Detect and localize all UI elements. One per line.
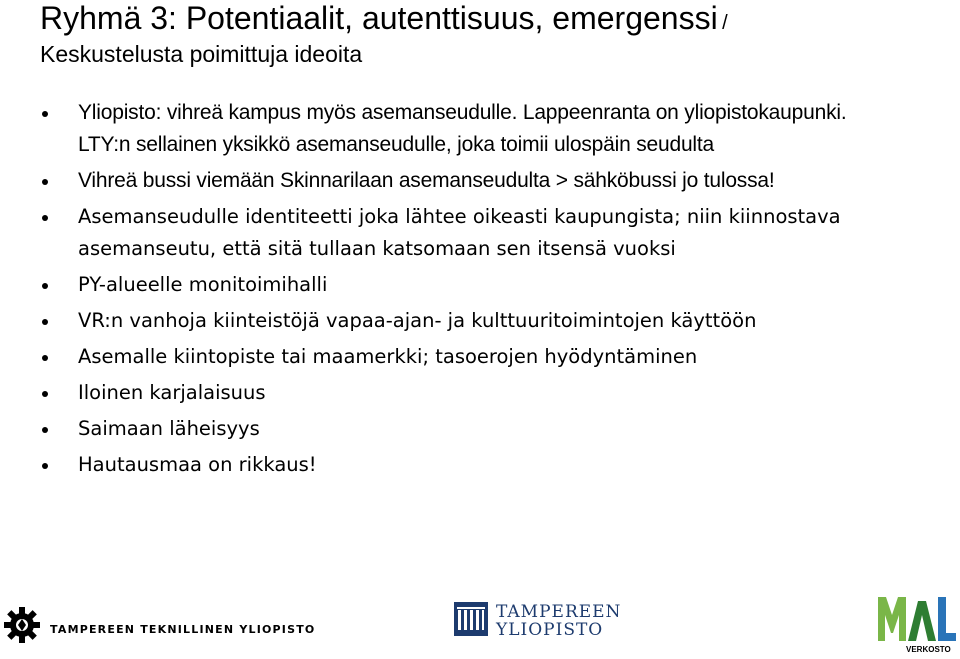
uta-logo-line2: YLIOPISTO xyxy=(496,620,604,640)
mal-logo-icon xyxy=(876,595,956,647)
footer-logos xyxy=(0,595,960,659)
bullet-icon xyxy=(42,463,48,469)
bullet-icon xyxy=(42,427,48,433)
bullet-icon xyxy=(42,215,48,221)
bullet-icon xyxy=(42,111,48,117)
bullet-icon xyxy=(42,179,48,185)
bullet-icon xyxy=(42,355,48,361)
list-item-text: PY-alueelle monitoimihalli xyxy=(78,273,328,296)
list-item xyxy=(40,341,900,373)
list-item xyxy=(40,97,900,161)
gear-icon xyxy=(2,605,42,645)
list-item xyxy=(40,413,900,445)
tty-logo-text: TAMPEREEN TEKNILLINEN YLIOPISTO xyxy=(50,623,316,636)
title-main: Ryhmä 3: Potentiaalit, autenttisuus, emergenssi xyxy=(40,0,718,36)
bullet-icon xyxy=(42,391,48,397)
list-item xyxy=(40,165,900,197)
uta-logo-line1: TAMPEREEN xyxy=(496,602,622,622)
slide-title xyxy=(40,0,940,67)
bullet-icon xyxy=(42,319,48,325)
list-item-text: Iloinen karjalaisuus xyxy=(78,381,266,404)
list-item-text: Saimaan läheisyys xyxy=(78,417,260,440)
bullet-icon xyxy=(42,283,48,289)
list-item-text: Vihreä bussi viemään Skinnarilaan asemanseudulta > sähköbussi jo tulossa! xyxy=(78,169,775,192)
list-item-text: Yliopisto: vihreä kampus myös asemanseudulle. Lappeenranta on yliopistokaupunki. LTY:n sellainen yksikkö asemanseudulle, joka toimii ulospäin seudulta xyxy=(78,101,847,156)
bullet-list xyxy=(40,97,900,485)
list-item-text: Hautausmaa on rikkaus! xyxy=(78,453,317,476)
mal-logo xyxy=(876,595,956,652)
list-item xyxy=(40,377,900,409)
list-item xyxy=(40,449,900,481)
title-subtitle: Keskustelusta poimittuja ideoita xyxy=(40,40,363,67)
list-item xyxy=(40,201,900,265)
list-item-text: VR:n vanhoja kiinteistöjä vapaa-ajan- ja kulttuuritoimintojen käyttöön xyxy=(78,309,757,332)
list-item xyxy=(40,269,900,301)
list-item-text: Asemalle kiintopiste tai maamerkki; tasoerojen hyödyntäminen xyxy=(78,345,698,368)
list-item-text: Asemanseudulle identiteetti joka lähtee oikeasti kaupungista; niin kiinnostava asemanseutu, että sitä tullaan katsomaan sen itsensä vuoksi xyxy=(78,205,841,260)
list-item xyxy=(40,305,900,337)
title-separator: / xyxy=(722,12,728,34)
columns-icon xyxy=(454,602,488,636)
mal-logo-subtext: VERKOSTO xyxy=(906,645,951,654)
